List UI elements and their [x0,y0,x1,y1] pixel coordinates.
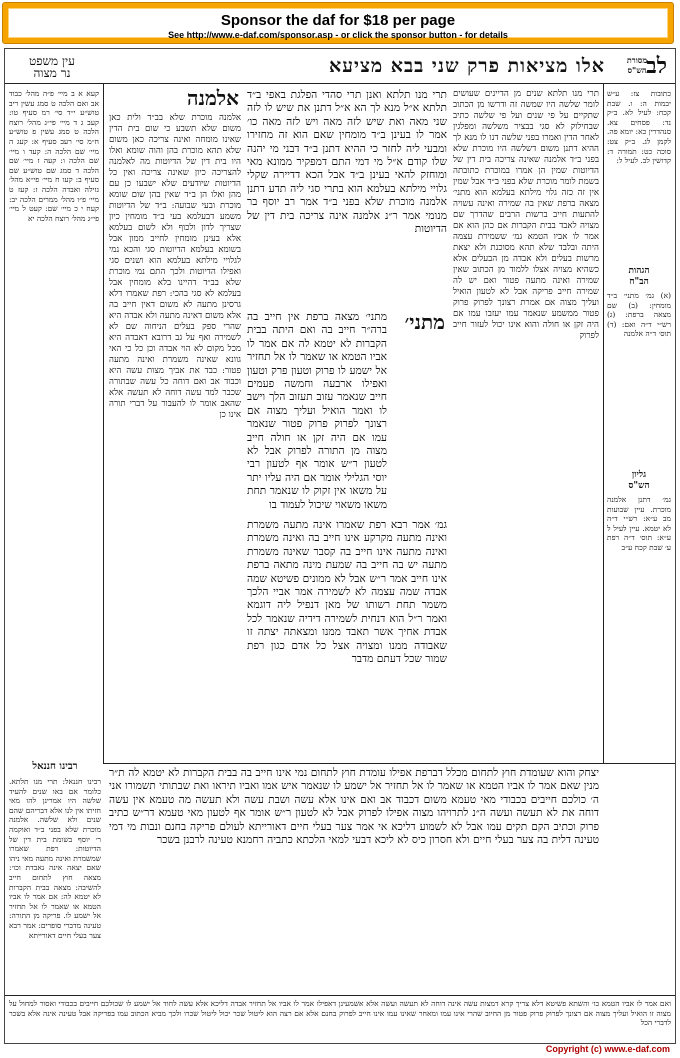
talmud-page [4,48,676,1044]
gemara-bottom: יצחק והוא שעומדת חוץ לתחום מכלל דברפת אפילו עומדת חוץ לתחום נמי אינו חייב בה בבית הקברות לא יטמא לה ת״ר מנין שאם אמר לו אביו הטמא או שאמר לו אל תחזיר אל ישמע לו שנאמר איש אמו ואביו תיראו ואת שבתותי תשמורו אני ה׳ כולכם חייבים בכבודי מאי טעמא משום דכבוד אב ואם אינו אלא עשה ושבת עשה ולא תעשה מה טעמא אין עשה דוחה את לא תעשה ועשה ה״נ לתרויהו מצוה אפילו לפרוק אבל לא לטעון ר״ש אומר אף לטעון מאי טעמא דר״ש כתיב פרוק וכתיב הקם תקים עמו אבל לא לשמוע דליכא אי אמר צער בעלי חיים דאורייתא לעולם פריקה בחנם ונבות מי דמי טעינה דלית בה צער בעלי חיים ולא חסרון כיס לא ליכא דבעי למאי הלכתא כתביה רחמנא טעינה לרבנן בשכר [109,767,599,847]
page-title: אלו מציאות פרק שני בבא מציעא [329,55,605,77]
gemara-top: תרי מנו תלתא ואנן תרי סהדי הפלגת באפי ב״ד תלתא א״ל מנא לך הא א״ל דתנן את שיש לו לזה שני מאה ואת שיש לזה מאה ויש לזה מאה כו׳ אמר לו בעינן ב״ד מומחין שאם הוא זה מחזירו ומבעי ליה לחזר כי ההיא דתנן ב״ד דבני מי יהנה שלו קודם א״ל מי דמי התם דמפקיר ממונא מאי ומוחזק להאי בעינן ב״ד אבל הכא דדיירה שקלי גלויי מילתא בעלמא הוא בתרי סגי ליה תדע דתנן אלמנה מוכרת שלא בפני ב״ד אמר רב יוסף בר מנומי אמר ר״נ אלמנה אינה צריכה בית דין של הדיוטות [247,89,447,236]
right-margin-rule [603,83,604,763]
hagahot-heading: הגהות הב"ח [628,266,650,287]
tosafot-heading: אלמנה [186,87,239,110]
gilyon-heading: גליון הש"ס [628,470,650,491]
bottom-block-rule [103,763,675,764]
rabbeinu-chananel-column: רבינו חננאל: תרי מנו תלתא. כלומר אם באו שנים להעיד שלשה היו אמרינן להו מאי חזיתו אין לנו אלא דבריהם שהם שנים ולא שלשה. אלמנה מוכרת שלא בפני ב״ד ואוקמה ר׳ יוסף בשומת בית דין של הדיוטות: רפת שאמרו שמשמרת ואינה מתעה מאי ניהו שאם יצאה אינה נאבדת וכו׳: מצאה חוץ לתחום חייב להשיבה: מצאה בבית הקברות לא יטמא לה: אם אמר לו אביו הטמא או שאמר לו אל תחזיר אל ישמע לו. פריקה מן התורה: טעינה מדברי סופרים: אמר רבא צער בעלי חיים דאורייתא [9,777,101,940]
ein-mishpat-heading: עין משפט נר מצוה [29,54,75,80]
tosafot-column: אלמנה מוכרת שלא בב״ד ולית כאן משום שלא תשבע כי שום בית הדין שאינו מומחה ואינה צריכה כאן משום שלא תהא מוכרת בהן והוה שומא ואלו היו בית דין של הדיוטות מה לאלמנה להצריכה כיון שאינה צריכה ואין כל הדיוטות שיודעים שלא ישבעו כן עם מהן ואלו הן ב״ד שאין בהן שום שומא מוכרת ובעי שבועה: ב״ד של הדיוטות משמע דבעלמא בעי ב״ד מומחין כיון שצריך לדון ולכוף ולא לשום בעלמא אלא בעינן מומחין לחייב ממון אבל בשומא בעלמא הדיוטות סגי והכא נמי לגלויי מילתא בעלמא הוא ושנים סגי ואפילו הדיוטות ולכך התם נמי מוכרת שלא בב״ד דהיינו בלא מומחין אבל בעלמא לא סגי בהכי: רפת שאמרו דלא גרסינן מתעה לא משום דאין חייב בה אלא משום דאינה מתעה ולא אבדה היא שהרי ספק בעלים הניחוה שם לא לשמירה ואף על גב דרובא דאבדה היא מכל מקום לא הוי אבדה וכן כל כי האי גוונא שאינה משמרת ואינה מתעה פטור: כבד את אביך מצות עשה היא וכבוד אב ואם דוחה כל עשה שבתורה שכבר למד עשה דוחה לא תעשה אלא שהאב אומר לו להעבור על דברי תורה אינו כן [109,113,241,420]
page-header [5,49,675,83]
masoret-heading: מסורת הש"ס [626,55,648,75]
gemara-main: גמ׳ אמר רבא רפת שאמרו אינה מתעה משמרת ואינה מתעה מקרקע אינו חייב בה ואינה משמרת ואינה מתעה אינו חייב בה קסבר שאינה משמרת מתעה יש בה חייב בה שמעת מינה מתאה ברפת אינו חייב אמר ר״ש אבל לא ממונים פשיטא שמה אבדה שמה עצמה לא לשמירה אמר אביי הלכך משמר תחת רשותו של מאן דנפיל ליה דוגמא ואמר ר״ל הוא דנחית לשמירה דידיה שנאמר לכל אבדת אחיך אשר תאבד ממנו ומצאתה יצתה זו שאבודה ממנו ומצויה אצל כל אדם כגון רפת שמור שכל דעתם מדבר [247,519,447,666]
sponsor-banner-inner [8,8,668,38]
mishna-text: מתני׳ מצאה ברפת אין חייב בה ברה״ר חייב בה ואם היתה בבית הקברות לא יטמא לה אם אמר לו אביו הטמא או שאמר לו אל תחזיר אל ישמע לו פרוק וטעון פרק וטעון ואפילו ארבעה וחמשה פעמים חייב שנאמר עזוב תעזוב הלך וישב לו ואמר הואיל ועליך מצוה אם רצונך לפרוק פרוק פטור שנאמר עמו אם היה זקן או חולה חייב מצוה מן התורה לפרוק אבל לא לטעון ר״ש אומר אף לטעון רבי יוסי הגלילי אומר אם היה עליו יתר על משאו אין זקוק לו שנאמר תחת משאו משאוי שיכול לעמוד בו [247,311,387,511]
footnote-text: ואם אמר לו אביו הטמא כו׳ והשתא פשיטא דלא צריך קרא דמצות עשה אינה דוחה לא תעשה ועשה אלא אשמעינן דאפילו אמר לו אביו אל תחזיר אבדה דליכא אלא עשה לחוד אל ישמע לו שכולכם חייבים בכבודי ואסור למחול על מצוה זו הואיל ועליך מצוה אם רצונך לפרוק פרוק פטור מן החיוב שהרי אינו עמו ומאחר שאינו עמו אינו חייב לפרוק בחנם אלא אם רצה הוא ליטול שכר יכול ליטול שכרו ולכך מביא הכתוב עמו בפריקה אבל טעינה אינה אלא בשכר לדברי הכל [9,999,671,1028]
left-margin-rule [103,83,104,763]
gilyon-column: גמ׳ דתנן אלמנה מוכרת. עיין שבועות מב ע״א: רש״י ד״ה לא יטמא. עיין לעיל ל ע״א: תוס׳ ד״ה רפת ע׳ שבת קכח ע״ב [607,495,671,552]
copyright-link[interactable]: Copyright (c) www.e-daf.com [545,1044,670,1054]
sponsor-banner[interactable] [2,2,674,44]
rashi-column: תרי מנו תלתא שנים מן הדיינים שעושים לומר שלשה היו שמשה זה ודרשו מן הכתוב שתקיים על פי שנים ועל פי שלשה כתיב שבחילוק לא סגי בבציר משלשה ומפלגין לאחר הדין ואמרו בפני שלשה דנו לו מנא לך ההיא דתנן משום דשלשה היו מוכרת שלא בפני ב״ד אלמנה שאינה צריכה בית דין של הדיוטות שמין הן אמרו במוכרת כתובתה בשמת לומר מוכרת שלא בפני ב״ד אבל שמין אין זה כזה גלוי מילתא בעלמא הוא מתני׳ מצאה ברפת שאין בה שמירה ואינה עשויה להתעות חייב ברשות הרבים שהדרך שם מצויה לאבד בבית הקברות אם כהן הוא אם אמר לו אביו הטמא גמ׳ ששמירת עצמה היתה ובלבד שלא תהא מסוכנת ולא יצאת מרשות בעלים ולא אבדה מן הבעלים אלא כשהיא מצויה אצלו ללמוד מן הכתוב שאין שמירה ואינה מתעה פטור ואם יש לה שמירה חייב פריקה אבל לא לטעון הואיל ועליך מצוה אם אמרת רצונך לפרוק פרוק פטור ממשמע שנאמר עמו יעזבו עמו אם היה זקן או חולה והוא אינו יכול לעזור חייב לפרוק [453,89,599,341]
header-rule [5,83,675,84]
page-number: לב [646,53,667,79]
hagahot-column: (א) גמ׳ מתני׳ ב״ד מומחין: (ב) שם מצאה ברפת: (ג) רש״י ד״ה ואם: (ד) תוס׳ ד״ה אלמנה [607,291,671,339]
masoret-hashas-column: כתובות צז: ע״ש יבמות ה: ו. שבת קכח: לעיל לא. ב״ק נד: פסחים צא. סנהדרין כא: יומא פה. לקמן לג. ב״ק צט: סוכה כט: תמורה ד: קדושין לב. לעיל ל: [607,89,671,166]
footnote-rule [5,995,675,996]
sponsor-subtitle[interactable]: See http://www.e-daf.com/sponsor.asp - or click the sponsor button - for details [168,30,508,40]
rabbeinu-chananel-heading: רבינו חננאל [32,761,78,772]
sponsor-title[interactable]: Sponsor the daf for $18 per page [220,12,456,29]
ein-mishpat-column: קעא א ב מיי׳ פ״ה מהל׳ כבוד אב ואם הלכה ט סמג עשין ריב טוש״ע י״ד סי׳ רמ סעיף טו: קעב ג ד מיי׳ פי״ג מהל׳ רוצח הלכה ט סמג עשין פ טוש״ע ח״מ סי׳ רעב סעיף א: קעג ה מיי׳ שם הלכה ה: קעד ו מיי׳ שם הלכה ו: קעה ז מיי׳ שם הלכה ד סמג שם טוש״ע שם סעיף ב: קעו ח מיי׳ פי״א מהל׳ גזילה ואבדה הלכה ז: קעז ט מיי׳ פ״ו מהל׳ ממרים הלכה יב: קעח י כ מיי׳ שם: קעט ל מיי׳ פי״ג מהל׳ רוצח הלכה יא [9,89,99,223]
mishna-heading: מתני׳ [404,311,445,334]
